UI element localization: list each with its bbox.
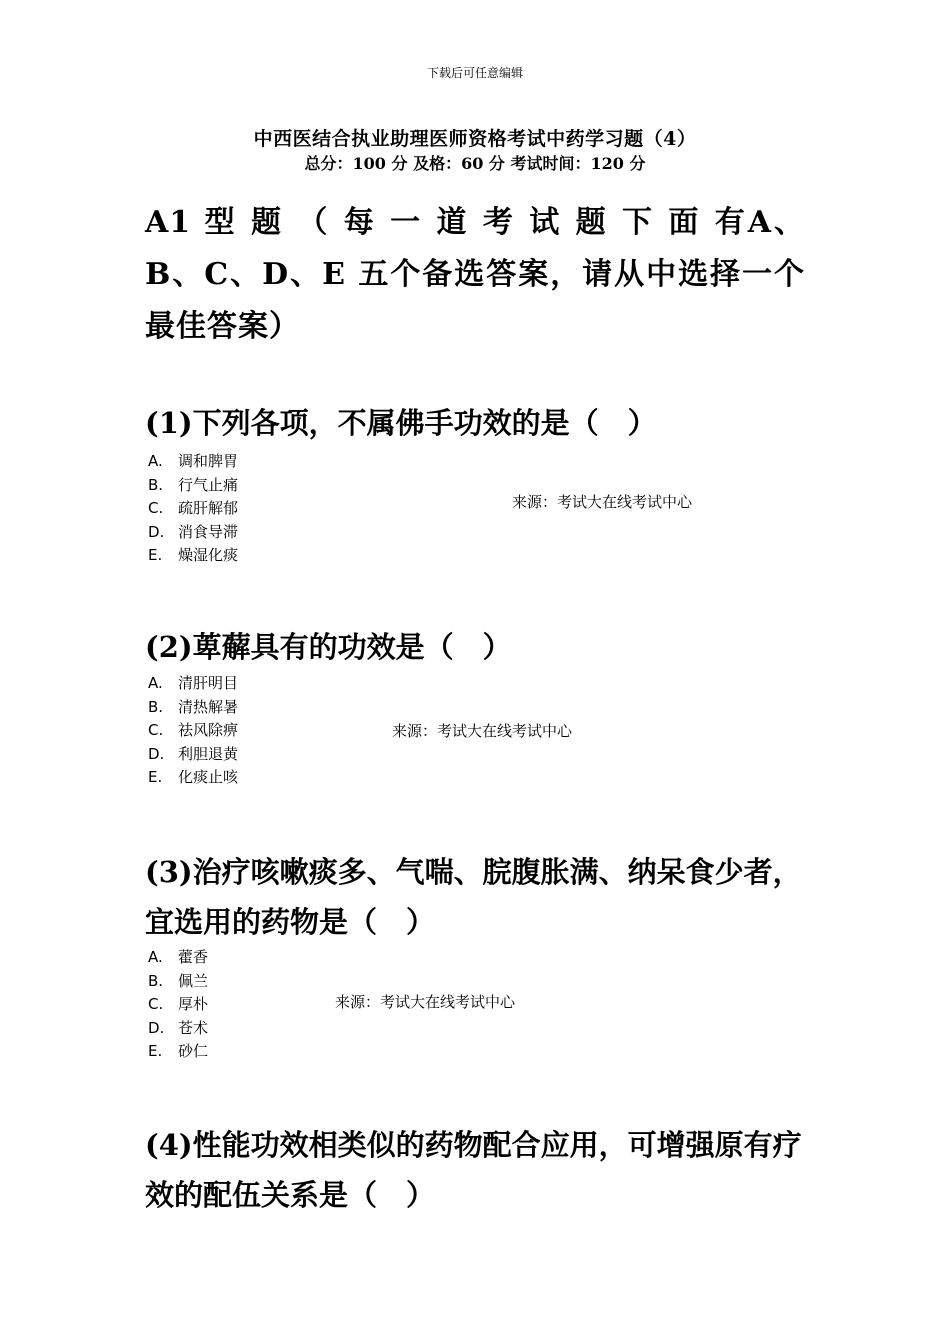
option-letter: B. — [148, 971, 164, 990]
question-3-source: 来源：考试大在线考试中心 — [335, 993, 516, 1011]
option-letter: E. — [148, 546, 163, 564]
option-d[interactable] — [148, 1017, 208, 1041]
option-b[interactable] — [148, 696, 238, 720]
option-letter: A. — [148, 948, 163, 966]
option-text: 燥湿化痰 — [178, 546, 239, 564]
question-4-stem: (4)性能功效相类似的药物配合应用，可增强原有疗效的配伍关系是（ ） — [145, 1128, 802, 1212]
question-2-stem: (2)萆薢具有的功效是（ ） — [145, 630, 512, 664]
option-text: 清热解暑 — [178, 697, 239, 716]
option-letter: D. — [148, 522, 165, 541]
option-text: 疏肝解郁 — [178, 499, 239, 517]
option-text: 消食导滞 — [178, 522, 239, 541]
option-e[interactable] — [148, 766, 238, 790]
option-letter: C. — [148, 499, 164, 517]
option-text: 厚朴 — [178, 995, 209, 1013]
option-a[interactable] — [148, 946, 208, 970]
question-1-stem: (1)下列各项，不属佛手功效的是（ ） — [145, 406, 657, 440]
option-text: 行气止痛 — [178, 475, 239, 494]
option-letter: B. — [148, 475, 164, 494]
question-2-options — [148, 672, 238, 790]
option-letter: D. — [148, 1018, 165, 1037]
question-1-source: 来源：考试大在线考试中心 — [512, 493, 693, 511]
option-letter: E. — [148, 1042, 163, 1060]
option-text: 利胆退黄 — [178, 744, 239, 763]
section-heading — [145, 197, 805, 353]
option-text: 化痰止咳 — [178, 768, 239, 786]
option-e[interactable] — [148, 1040, 208, 1064]
option-text: 砂仁 — [178, 1042, 209, 1060]
option-letter: D. — [148, 744, 165, 763]
option-c[interactable] — [148, 497, 238, 521]
option-d[interactable] — [148, 521, 238, 545]
option-a[interactable] — [148, 450, 238, 474]
option-text: 清肝明目 — [178, 674, 239, 692]
question-3-options — [148, 946, 208, 1064]
option-letter: C. — [148, 721, 164, 739]
option-text: 佩兰 — [178, 971, 209, 990]
option-text: 苍术 — [178, 1018, 209, 1037]
option-letter: B. — [148, 697, 164, 716]
option-e[interactable] — [148, 544, 238, 568]
question-3-stem: (3)治疗咳嗽痰多、气喘、脘腹胀满、纳呆食少者，宜选用的药物是（ ） — [145, 855, 802, 939]
option-letter: A. — [148, 674, 163, 692]
document-title: 中西医结合执业助理医师资格考试中药学习题（4） — [253, 128, 697, 150]
option-letter: A. — [148, 452, 163, 470]
option-b[interactable] — [148, 970, 208, 994]
option-c[interactable] — [148, 719, 238, 743]
section-heading-prefix: A1 型 题 （ 每 一 道 考 试 题 下 面 有 — [145, 205, 748, 240]
option-b[interactable] — [148, 474, 238, 498]
option-letter: E. — [148, 768, 163, 786]
option-a[interactable] — [148, 672, 238, 696]
question-1-options — [148, 450, 238, 568]
exam-meta: 总分：100 分 及格：60 分 考试时间：120 分 — [304, 154, 646, 173]
question-2-source: 来源：考试大在线考试中心 — [392, 722, 573, 740]
option-letter: C. — [148, 995, 164, 1013]
option-c[interactable] — [148, 993, 208, 1017]
header-note: 下载后可任意编辑 — [426, 66, 523, 80]
option-text: 藿香 — [178, 948, 209, 966]
option-d[interactable] — [148, 743, 238, 767]
option-text: 祛风除痹 — [178, 721, 239, 739]
section-heading-rest: A、B、C、D、E 五个备选答案，请从中选择一个最佳答案） — [145, 205, 805, 344]
option-text: 调和脾胃 — [178, 452, 239, 470]
